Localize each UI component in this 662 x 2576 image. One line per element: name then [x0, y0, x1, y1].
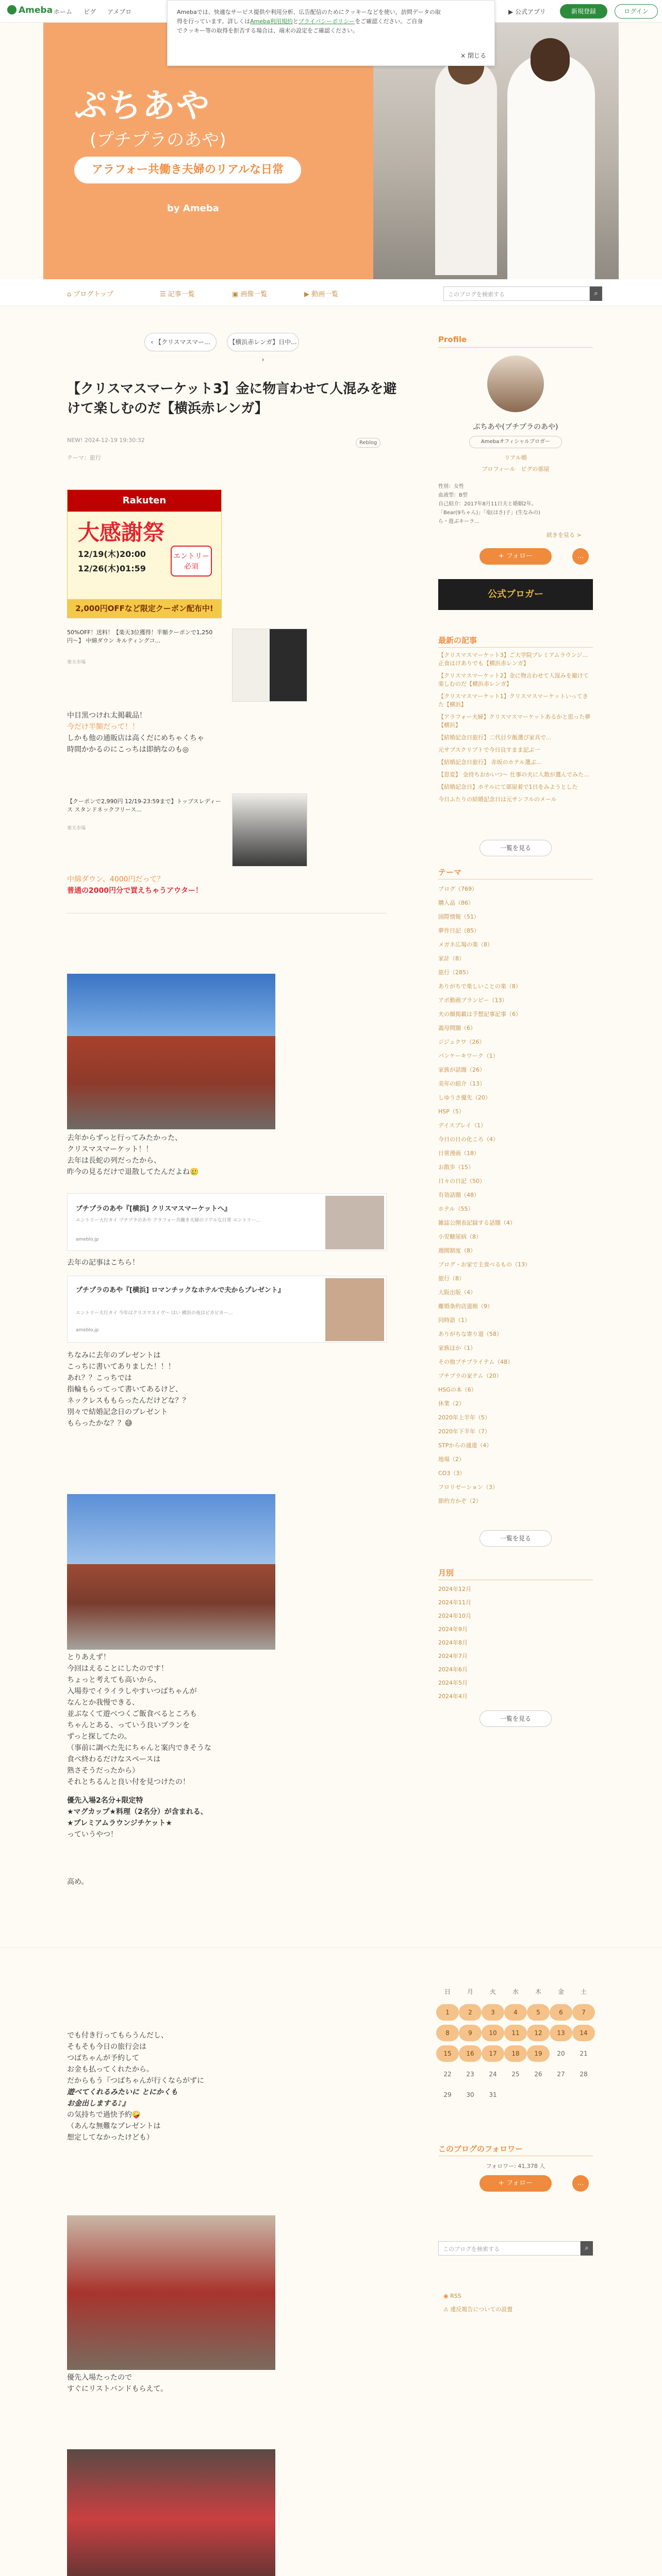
theme-item[interactable]: STPからの通道（4） — [438, 1442, 492, 1449]
theme-item[interactable]: 美年の紹介（13） — [438, 1080, 485, 1087]
calendar-weekday: 金 — [557, 1988, 564, 1995]
theme-item[interactable]: 同時語（1） — [438, 1317, 470, 1324]
theme-item[interactable]: HSGの本（6） — [438, 1386, 477, 1393]
calendar-day: 21 — [580, 2050, 588, 2057]
theme-item[interactable]: メガネ広場の楽（8） — [438, 941, 493, 948]
reblog-button[interactable]: Reblog — [356, 438, 380, 448]
calendar-day: 30 — [466, 2091, 474, 2098]
calendar-weekday-row — [436, 1984, 596, 2000]
header-title: ぷちあや — [74, 87, 210, 125]
rakuten-logo: Rakuten — [68, 490, 221, 512]
wristband-ticket-photo[interactable] — [67, 2215, 275, 2370]
theme-item[interactable]: 家族ほか（1） — [438, 1345, 476, 1351]
month-item[interactable]: 2024年8月 — [438, 1639, 468, 1646]
calendar-day[interactable]: 13 — [550, 2025, 572, 2041]
recent-item[interactable]: 【クリスマスマーケット3】ご大学院プレミアムラウンジ... 正食はけありでも【横浜赤レンガ】 — [438, 652, 588, 667]
theme-item[interactable]: ブログ（769） — [438, 886, 477, 892]
sidebar-search-icon[interactable]: ⌕ — [581, 2241, 593, 2256]
recent-item[interactable]: 【結婚記念日旅行】二代目夕飯選び家具で... — [438, 734, 552, 741]
cookie-text-1: Amebaでは、快適なサービス提供や利用分析、広告配信のためにクッキーなどを使い，訪問データの取 — [177, 9, 441, 15]
recent-item[interactable]: 【クリスマスマーケット2】金に物言わせて人混みを避けて楽しむのだ【横浜赤レンガ】 — [438, 672, 589, 687]
terms-link[interactable]: Ameba利用規約 — [250, 18, 293, 25]
month-list — [438, 1583, 593, 1703]
theme-item[interactable]: 2020年下半年（7） — [438, 1428, 490, 1435]
theme-item[interactable]: 日常漫画（18） — [438, 1150, 479, 1157]
calendar-weekday: 木 — [535, 1988, 541, 1995]
calendar-day[interactable]: 9 — [459, 2025, 482, 2041]
calendar-day[interactable]: 11 — [504, 2025, 527, 2041]
month-item[interactable]: 2024年6月 — [438, 1666, 468, 1673]
theme-item[interactable]: その他プチプライテム（48） — [438, 1359, 514, 1365]
divider — [438, 647, 593, 648]
theme-item[interactable]: 休業（2） — [438, 1400, 465, 1407]
red-brick-warehouse-photo[interactable] — [67, 974, 275, 1129]
calendar-day[interactable]: 4 — [504, 2004, 527, 2021]
nav-pigg[interactable]: ピグ — [84, 8, 96, 15]
calendar-week-row — [436, 2025, 596, 2041]
warning-icon: ⚠ — [443, 2306, 449, 2313]
nav-home[interactable]: ホーム — [54, 8, 73, 15]
menu-image-list[interactable]: ▣ 画像一覧 — [232, 291, 268, 298]
report-link[interactable]: ⚠ 違反報告についての設置 — [443, 2306, 513, 2313]
recent-item[interactable]: 今日ふたりの結婚記念日は元サンフルのメール — [438, 796, 557, 803]
theme-item[interactable]: 旅行（285） — [438, 969, 472, 976]
calendar-day[interactable]: 6 — [550, 2004, 572, 2021]
follow-button-2[interactable]: + フォロー — [479, 2175, 552, 2192]
article-body-7: でも付き行ってもらうんだし、 そもそも今日の旅行会は つばちゃんが予約して お金も払ってくれたから。 だからもう『つばちゃんが行くならがずに 遊べてくれるみたいに とにかくも お金出しまする♪』 の気持ちで過快予約🤪 （あんな無難なプレゼントは 想定してなかったけども） — [67, 2031, 204, 2142]
follower-heading: このブログのフォロワー — [438, 2144, 523, 2154]
recent-item[interactable]: 【思変】 金持ちおかいつ〜 仕事の夫に人数が選んでみた… — [438, 771, 589, 778]
search-input[interactable]: このブログを検索する — [443, 286, 590, 301]
calendar-day[interactable]: 10 — [482, 2025, 504, 2041]
calendar-day: 29 — [443, 2091, 452, 2098]
theme-item[interactable]: 家族が話題（26） — [438, 1066, 485, 1073]
profile-heading: Profile — [438, 335, 467, 344]
cookie-notice — [167, 0, 495, 66]
recent-item[interactable]: 【結婚記念日旅行】 赤坂のホテル選ぶ… — [438, 759, 542, 766]
theme-item[interactable]: 夢作日記（85） — [438, 927, 479, 934]
theme-item[interactable]: ありがちな寄り道（58） — [438, 1331, 502, 1337]
recent-item[interactable]: 【アラフォー夫婦】クリスマスマーケットあるかと思った夢【横浜】 — [438, 714, 591, 728]
calendar-day: 20 — [557, 2050, 565, 2057]
theme-item[interactable]: デイスプレイ（1） — [438, 1122, 487, 1129]
official-blogger-badge: Amebaオフィシャルブロガー — [469, 436, 562, 448]
month-item[interactable]: 2024年10月 — [438, 1613, 471, 1619]
follow-menu-icon-2[interactable]: … — [572, 2175, 589, 2192]
privacy-link[interactable]: プライバシーポリシー — [298, 18, 355, 25]
month-item[interactable]: 2024年7月 — [438, 1653, 468, 1659]
divider — [0, 1947, 662, 1948]
article-body-3: 去年からずっと行ってみたかった、 クリスマスマーケット！！ 去年は長蛇の列だったから、 昨今の見るだけで退散してたんだよね🥲 — [67, 1134, 199, 1176]
profile-name[interactable]: ぷちあや(プチプラのあや) — [473, 423, 558, 431]
month-item[interactable]: 2024年5月 — [438, 1680, 468, 1686]
follow-menu-icon[interactable]: … — [572, 548, 589, 565]
sale-end: 12/26(木)01:59 — [78, 564, 146, 573]
theme-item[interactable]: フロリゼーション（3） — [438, 1484, 499, 1490]
header-subtitle: (プチプラのあや) — [90, 130, 226, 150]
theme-item[interactable]: CO3（3） — [438, 1470, 466, 1477]
link-card-2-thumb — [325, 1278, 384, 1341]
calendar-day[interactable]: 5 — [527, 2004, 550, 2021]
recent-item[interactable]: 【結婚記念日】ホテルにて部屋着で1日をみようとした — [438, 784, 578, 790]
calendar-weekday: 月 — [467, 1988, 473, 1995]
theme-item[interactable]: ありがちで楽しいことの楽（8） — [438, 983, 521, 990]
theme-item[interactable]: お散歩（15） — [438, 1164, 474, 1171]
wristband-hand-photo[interactable] — [67, 2449, 275, 2576]
theme-list — [438, 882, 593, 1508]
theme-item[interactable]: パンケーキワーク（1） — [438, 1053, 499, 1059]
theme-item[interactable]: 地場（2） — [438, 1456, 465, 1463]
theme-item[interactable]: 2020年上半年（5） — [438, 1414, 490, 1421]
theme-item[interactable]: 週間制度（8） — [438, 1247, 476, 1254]
recent-list — [438, 651, 593, 808]
product-1-shop: 楽天市場 — [67, 660, 86, 665]
theme-item[interactable]: 家計（8） — [438, 955, 465, 962]
theme-more-button[interactable]: 一覧を見る — [479, 1530, 552, 1547]
article-date: NEW! 2024-12-19 19:30:32 — [67, 437, 145, 444]
calendar-week-row — [436, 2066, 596, 2082]
cookie-text-2: 得を行っています。詳しくはAmeba利用規約とプライバシーポリシーをご確認ください。ご自身 — [177, 18, 423, 25]
article-body-8: 優先入場たったので すぐにリストバンドもらえて。 — [67, 2374, 168, 2393]
official-blogger-ad[interactable]: 公式ブロガー — [438, 579, 593, 610]
calendar-day[interactable]: 16 — [459, 2045, 482, 2062]
calendar-weekday: 日 — [444, 1988, 451, 1995]
product-2-image[interactable] — [232, 793, 307, 867]
sale-start: 12/19(木)20:00 — [78, 549, 146, 559]
calendar-day — [572, 2087, 595, 2103]
official-app-link[interactable]: ▶ 公式アプリ — [508, 8, 546, 15]
theme-item[interactable]: 義母問題（6） — [438, 1025, 476, 1031]
menu-blog-top[interactable]: ⌂ ブログトップ — [67, 291, 114, 298]
follower-count: フォロワー: 41,378 人 — [486, 2163, 545, 2170]
divider — [438, 347, 593, 348]
recent-more-button[interactable]: 一覧を見る — [479, 840, 552, 856]
theme-item[interactable]: プチプラの家テム（20） — [438, 1372, 502, 1379]
link-card-2[interactable]: プチプラのあや『[横浜] ロマンチックなホテルで夫からプレゼント』 エントリー大行タイ 今年はクリスマスイヴ〜 はい 横浜の夜はピカピカー... ameblo.jp — [67, 1276, 387, 1343]
market-entrance-photo[interactable] — [67, 1494, 275, 1650]
menu-entry-list[interactable]: ☰ 記事一覧 — [160, 291, 195, 298]
calendar-day — [527, 2087, 550, 2103]
recent-heading: 最新の記事 — [438, 636, 477, 645]
calendar-day[interactable]: 15 — [436, 2045, 459, 2062]
product-1-image[interactable] — [232, 629, 307, 702]
groom-figure — [435, 59, 497, 275]
calendar-day[interactable]: 1 — [436, 2004, 459, 2021]
month-item[interactable]: 2024年11月 — [438, 1599, 471, 1606]
link-card-1-thumb — [325, 1196, 384, 1249]
theme-item[interactable]: 雑誌公開表記録する話題（4） — [438, 1219, 516, 1226]
bride-head — [531, 38, 570, 81]
calendar-day[interactable]: 8 — [436, 2025, 459, 2041]
theme-item[interactable]: ホテル（55） — [438, 1206, 474, 1212]
ameba-logo-icon — [7, 5, 16, 14]
product-1-title[interactable]: 50%OFF！送料！【楽天3位獲得！半額クーポンで1,250円〜】 中綿ダウン キルティングコ... — [67, 629, 213, 644]
calendar-week-row — [436, 2087, 596, 2103]
calendar-day — [504, 2087, 527, 2103]
theme-item[interactable]: ブログ・お家で主食べるもの（13） — [438, 1261, 531, 1268]
sidebar-search-input[interactable]: このブログを検索する — [438, 2241, 581, 2256]
sale-headline: 大感謝祭 — [78, 520, 165, 545]
theme-item[interactable]: 小児糖尿病（8） — [438, 1233, 482, 1240]
ameba-logo[interactable]: Ameba — [7, 5, 53, 15]
calendar-day[interactable]: 7 — [572, 2004, 595, 2021]
nav-ameblo[interactable]: アメブロ — [107, 8, 132, 15]
theme-heading: テーマ — [438, 868, 462, 877]
theme-item[interactable]: 夫の顔掲載は予想記事記事（6） — [438, 1011, 521, 1018]
month-item[interactable]: 2024年9月 — [438, 1626, 468, 1633]
month-more-button[interactable]: 一覧を見る — [479, 1710, 552, 1727]
month-item[interactable]: 2024年4月 — [438, 1693, 468, 1700]
calendar-day[interactable]: 2 — [459, 2004, 482, 2021]
recent-item[interactable]: 元サブスクリプトで今日良すまま記ぶ一 — [438, 747, 540, 753]
calendar-day: 27 — [557, 2071, 565, 2078]
theme-item[interactable]: 日々の日記（50） — [438, 1178, 485, 1184]
calendar-weekday: 土 — [580, 1988, 587, 1995]
calendar-day: 23 — [466, 2071, 474, 2078]
profile-avatar[interactable] — [487, 355, 544, 412]
theme-item[interactable]: 購入品（86） — [438, 900, 474, 906]
calendar-day[interactable]: 19 — [527, 2045, 550, 2062]
theme-item[interactable]: アポ動画ブランピー（13） — [438, 997, 508, 1004]
follow-button[interactable]: + フォロー — [479, 548, 552, 565]
calendar-day: 26 — [534, 2071, 542, 2078]
theme-item[interactable]: ジジュクワ（26） — [438, 1039, 485, 1045]
theme-item[interactable]: 旅行（8） — [438, 1275, 465, 1282]
header-tagline: アラフォー共働き夫婦のリアルな日常 — [74, 157, 301, 183]
link-card-1[interactable]: プチプラのあや『[横浜] クリスマスマーケットへ』 エントリー大行タイ プチプラのあや アラフォー共働き夫婦のリアルな日常 エントリー... ameblo.jp — [67, 1193, 387, 1251]
theme-item[interactable]: しゆうさ優先（20） — [438, 1094, 491, 1101]
calendar-day: 28 — [580, 2071, 588, 2078]
theme-item[interactable]: 離婚条約店道館（9） — [438, 1303, 493, 1310]
header-ameba-mark: by Ameba — [167, 203, 219, 214]
cookie-text-3: でクッキー等の取得を拒否する場合は、端末の設定をご確認ください。 — [177, 27, 358, 34]
signup-button[interactable]: 新規登録 — [560, 4, 607, 19]
rss-icon: ◉ — [443, 2293, 449, 2299]
article-body-6: とりあえず！ 今回はえることにしたのです！ ちょっと考えても高いから、 入場券でイライラしやすいつばちゃんが なんとか我慢できる、 並ぶなくて遊べつくご飯食べるところも ちゃんとある、っていう良いプランを ずっと探してたの。 （事前に調べた先にちゃんと案内できそうな 食べ終わるだけなスペースは 熟さそうだったから） それとちるんと良い付を見つけたの！ 優先入場2名分+限定特 ★マグカップ★料理（2名分）が含まれる、 ★プレミアムラウンジチケット★ っていうやつ！ 高め。 — [67, 1653, 211, 1886]
calendar-day[interactable]: 3 — [482, 2004, 504, 2021]
article-body-4: 去年の記事はこちら！ — [67, 1259, 139, 1267]
menu-video-list[interactable]: ▶ 動画一覧 — [304, 291, 339, 298]
profile-more-link[interactable]: 続きを見る > — [547, 532, 582, 538]
article-body-1: 中目黒つけれ太掲載品！ 今だけ半額だって！！ しかも他の通販店は高くだにめちゃくちゃ 時間かかるのにこっちは即納なのも◎ — [67, 711, 204, 754]
calendar-day[interactable]: 14 — [572, 2025, 595, 2041]
profile-links[interactable]: プロフィール ピグの部屋 — [482, 466, 550, 472]
entry-required-badge: エントリー必須 — [171, 546, 212, 577]
theme-item[interactable]: 有効話題（48） — [438, 1192, 479, 1198]
article-title[interactable]: 【クリスマスマーケット3】金に物言わせて人混みを避けて楽しむのだ【横浜赤レンガ】 — [67, 381, 397, 416]
calendar — [436, 1984, 596, 2103]
calendar-day: 31 — [489, 2091, 497, 2098]
article-body-5: ちなみに去年のプレゼントは こっちに書いてありました！！！ あれ？？こっちでは 指輪もらってって書いてあるけど、 ネックレスももらったんだけどな？？ 別々で結婚記念日のプレゼント もらったかな？？😅 — [67, 1351, 190, 1428]
cookie-close-button[interactable]: × 閉じる — [460, 52, 486, 59]
search-icon[interactable]: ⌕ — [590, 286, 602, 301]
calendar-day[interactable]: 17 — [482, 2045, 504, 2062]
product-2-title[interactable]: 【クーポンで2,990円 12/19-23:59まで】トップスレディース スタンドネックフリース... — [67, 798, 221, 813]
prev-article-button[interactable]: ‹ 【クリスマスマー... — [144, 333, 217, 351]
recent-item[interactable]: 【クリスマスマーケット1】クリスマスマーケットいってきた【横浜】 — [438, 693, 588, 708]
rakuten-sale-banner[interactable] — [67, 489, 222, 618]
article-body-2: 中綿ダウン、4000円だって？ 普通の2000円分で買えちゃうアウター！ — [67, 875, 203, 895]
calendar-week-row — [436, 2004, 596, 2021]
calendar-day: 24 — [489, 2071, 497, 2078]
profile-bio: 性別：女性 血液型：B型 自己紹介：2017年8月11日夫と婚姻2年。 「Bear(9ちゃん)」「竜(はさ)子」(生なみの) ら・遊ぶキーラ... — [438, 484, 541, 524]
product-2-shop: 楽天市場 — [67, 826, 86, 831]
calendar-weekday: 水 — [512, 1988, 519, 1995]
calendar-day: 22 — [443, 2071, 452, 2078]
calendar-day[interactable]: 12 — [527, 2025, 550, 2041]
calendar-day — [550, 2087, 572, 2103]
month-item[interactable]: 2024年12月 — [438, 1586, 471, 1592]
profile-label: リアル婚 — [504, 454, 527, 461]
calendar-day[interactable]: 18 — [504, 2045, 527, 2062]
rss-link[interactable]: ◉ RSS — [443, 2293, 461, 2299]
month-heading: 月別 — [438, 1568, 454, 1578]
theme-item[interactable]: 節約方かぞ（2） — [438, 1498, 482, 1504]
theme-item[interactable]: 大阪出版（4） — [438, 1289, 476, 1296]
coupon-strip: 2,000円OFFなど限定クーポン配布中! — [68, 599, 221, 618]
theme-item[interactable]: 今日の日の化ころ（4） — [438, 1136, 499, 1143]
login-button[interactable]: ログイン — [615, 4, 658, 19]
theme-item[interactable]: 国際情報（51） — [438, 913, 479, 920]
calendar-weekday: 火 — [489, 1988, 496, 1995]
calendar-day: 25 — [511, 2071, 520, 2078]
article-theme[interactable]: テーマ：旅行 — [67, 454, 101, 461]
bride-figure — [507, 54, 595, 279]
theme-item[interactable]: HSP（5） — [438, 1108, 465, 1115]
next-article-button[interactable]: 【横浜赤レンガ】日中... › — [227, 333, 299, 351]
calendar-week-row — [436, 2045, 596, 2062]
